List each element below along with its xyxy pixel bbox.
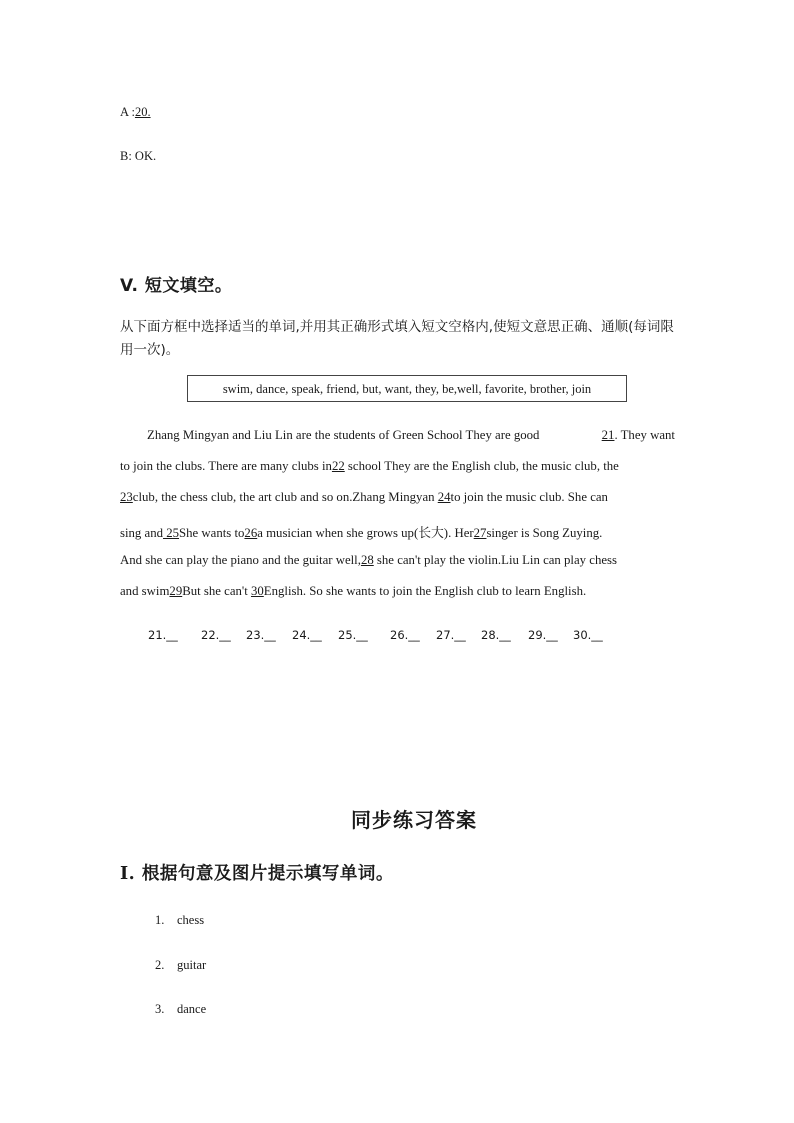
- blank-22: 22: [331, 459, 345, 473]
- passage-line-1: Zhang Mingyan and Liu Lin are the students of Green School They are good 21. They want: [147, 428, 675, 442]
- passage-line-5: And she can play the piano and the guitar well,28 she can't play the violin.Liu Lin can play chess: [120, 553, 617, 567]
- answer-blank: 30.__: [573, 628, 603, 642]
- answer-blank: 22.__: [201, 628, 231, 642]
- blank-21: 21: [601, 428, 615, 442]
- passage-line-6: and swim29But she can't 30English. So she wants to join the English club to learn English.: [120, 584, 587, 598]
- answers-title: 同步练习答案: [351, 808, 477, 832]
- blank-27: 27: [473, 526, 487, 540]
- blank-24: 24: [437, 490, 451, 504]
- answer-blanks-row: [148, 628, 603, 642]
- blank-25: 25: [163, 526, 180, 540]
- answer-blank: 21.__: [148, 628, 178, 642]
- answer-blank: 28.__: [481, 628, 511, 642]
- answer-blank: 23.__: [246, 628, 276, 642]
- passage-line-4: sing and 25She wants to26a musician when she grows up(长大). Her27singer is Song Zuying.: [120, 526, 603, 540]
- word-box: swim, dance, speak, friend, but, want, they, be,well, favorite, brother, join: [187, 375, 627, 402]
- blank-26: 26: [244, 526, 258, 540]
- section-5-instruction: 从下面方框中选择适当的单词,并用其正确形式填入短文空格内,使短文意思正确、通顺(每词限用一次)。: [120, 319, 674, 358]
- passage-line-3: 23club, the chess club, the art club and so on.Zhang Mingyan 24to join the music club. She can: [120, 490, 608, 504]
- answer-item: 2. guitar: [155, 958, 207, 972]
- answer-blank: 24.__: [292, 628, 322, 642]
- answers-section-1-heading: I. 根据句意及图片提示填写单词。: [120, 864, 394, 884]
- answer-blank: 27.__: [436, 628, 466, 642]
- blank-30: 30: [250, 584, 264, 598]
- blank-28: 28: [360, 553, 374, 567]
- blank-23: 23: [120, 490, 133, 504]
- answer-blank: 26.__: [390, 628, 420, 642]
- dialog-line-b: B: OK.: [120, 149, 157, 163]
- dialog-a-prefix: A :: [120, 105, 135, 119]
- answer-item: 3. dance: [155, 1002, 207, 1016]
- section-5-heading: V. 短文填空。: [120, 276, 233, 296]
- blank-29: 29: [169, 584, 183, 598]
- dialog-a-answer: 20.: [134, 105, 151, 119]
- answer-item: 1. chess: [155, 913, 205, 927]
- answer-blank: 29.__: [528, 628, 558, 642]
- dialog-line-a: [120, 105, 151, 120]
- passage-line-2: to join the clubs. There are many clubs in22 school They are the English club, the music club, the: [120, 459, 619, 473]
- answer-blank: 25.__: [338, 628, 368, 642]
